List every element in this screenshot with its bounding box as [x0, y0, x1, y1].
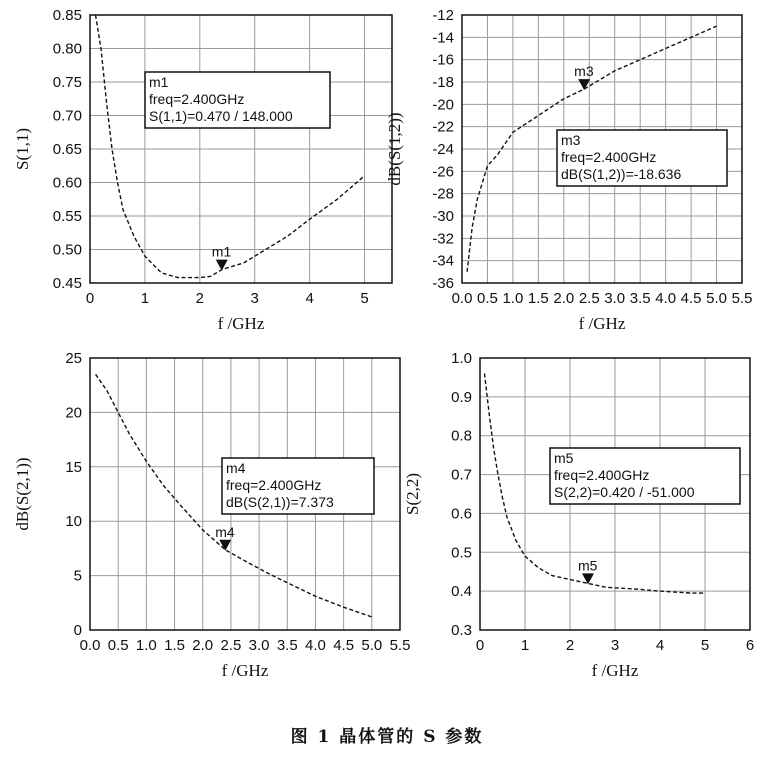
y-axis-label: dB(S(1,2))	[385, 112, 404, 186]
y-axis-label: S(1,1)	[13, 127, 32, 171]
x-tick-label: 1.5	[164, 637, 185, 654]
marker-label: m3	[574, 63, 594, 80]
marker-label: m5	[578, 557, 598, 574]
y-tick-label: -22	[432, 118, 454, 136]
x-tick-label: 1	[520, 637, 530, 654]
series-line	[96, 15, 365, 278]
marker-label: m4	[215, 523, 235, 540]
x-tick-label: 1	[140, 290, 150, 307]
x-axis-label: f /GHz	[578, 314, 626, 333]
y-tick-label: -16	[432, 51, 454, 69]
marker-annotation-line: freq=2.400GHz	[554, 467, 650, 483]
marker-annotation-line: m4	[226, 460, 246, 476]
y-tick-label: -32	[432, 230, 454, 248]
y-tick-label: -12	[432, 7, 454, 24]
x-tick-label: 2.0	[192, 637, 214, 654]
x-axis-label: f /GHz	[591, 661, 639, 680]
x-tick-label: 3	[250, 290, 259, 307]
x-tick-label: 0.0	[451, 290, 473, 307]
y-tick-label: 20	[65, 404, 82, 422]
y-tick-label: 0.6	[451, 505, 472, 523]
y-tick-label: 0.8	[451, 427, 472, 445]
y-tick-label: 10	[65, 513, 82, 531]
marker-annotation-line: m3	[561, 132, 581, 148]
y-tick-label: 0.55	[52, 208, 82, 225]
x-tick-label: 4.0	[305, 637, 326, 654]
y-tick-label: 0	[73, 622, 82, 639]
y-axis-label: dB(S(2,1))	[13, 457, 32, 531]
x-axis-label: f /GHz	[221, 661, 269, 680]
marker-annotation-line: freq=2.400GHz	[226, 477, 322, 493]
x-tick-label: 3	[610, 637, 620, 654]
y-tick-label: 0.3	[451, 622, 472, 639]
marker-annotation-line: dB(S(1,2))=-18.636	[561, 166, 682, 182]
y-tick-label: 0.9	[451, 388, 472, 406]
y-tick-label: 0.5	[451, 544, 472, 562]
y-tick-label: -36	[432, 275, 454, 292]
y-tick-label: 0.45	[52, 275, 82, 292]
x-tick-label: 4	[305, 290, 314, 307]
x-tick-label: 3.0	[248, 637, 270, 654]
x-tick-label: 4.5	[333, 637, 355, 654]
y-tick-label: -14	[432, 29, 454, 47]
y-tick-label: 15	[65, 458, 82, 476]
x-tick-label: 3.5	[629, 290, 651, 307]
chart-panel-3	[13, 350, 410, 680]
x-tick-label: 5.5	[389, 637, 411, 654]
y-tick-label: 0.85	[52, 7, 82, 24]
x-tick-label: 2	[195, 290, 204, 307]
marker-annotation-line: dB(S(2,1))=7.373	[226, 494, 334, 510]
y-tick-label: 0.4	[451, 583, 472, 601]
marker-annotation-line: freq=2.400GHz	[561, 149, 657, 165]
figure-caption: 图 1 晶体管的 S 参数	[290, 727, 484, 747]
x-tick-label: 5	[700, 637, 710, 654]
y-tick-label: 0.7	[451, 466, 472, 484]
marker-annotation-line: m5	[554, 450, 574, 466]
y-tick-label: 1.0	[451, 350, 472, 367]
x-tick-label: 5.5	[731, 290, 753, 307]
chart-panel-2	[385, 7, 752, 333]
x-tick-label: 2	[565, 637, 575, 654]
marker-annotation-line: S(2,2)=0.420 / -51.000	[554, 484, 695, 500]
x-tick-label: 0.5	[477, 290, 498, 307]
x-tick-label: 2.5	[220, 637, 242, 654]
y-tick-label: 0.65	[52, 141, 82, 158]
x-tick-label: 0.5	[107, 637, 129, 654]
y-tick-label: 25	[65, 350, 82, 367]
marker-triangle	[578, 79, 590, 90]
x-tick-label: 4	[655, 637, 665, 654]
y-tick-label: -24	[432, 141, 454, 158]
marker-triangle	[219, 540, 231, 551]
x-tick-label: 1.5	[527, 290, 549, 307]
x-tick-label: 0.0	[79, 637, 101, 654]
x-tick-label: 5.0	[706, 290, 727, 307]
x-tick-label: 4.5	[680, 290, 702, 307]
y-tick-label: -34	[432, 252, 454, 270]
y-tick-label: 5	[73, 567, 82, 585]
x-tick-label: 3.0	[604, 290, 626, 307]
y-axis-label: S(2,2)	[403, 472, 422, 516]
y-tick-label: 0.60	[52, 174, 82, 192]
marker-annotation-line: freq=2.400GHz	[149, 91, 245, 107]
x-tick-label: 2.5	[578, 290, 600, 307]
x-tick-label: 4.0	[655, 290, 677, 307]
y-tick-label: 0.80	[52, 40, 82, 58]
marker-annotation-line: S(1,1)=0.470 / 148.000	[149, 108, 293, 124]
marker-annotation-line: m1	[149, 74, 169, 90]
chart-panel-4	[403, 350, 754, 680]
x-tick-label: 1.0	[502, 290, 524, 307]
y-tick-label: -30	[432, 208, 454, 225]
marker-label: m1	[211, 243, 232, 260]
y-tick-label: -26	[432, 163, 454, 181]
y-tick-label: 0.70	[52, 107, 82, 125]
y-tick-label: -28	[432, 185, 454, 203]
x-tick-label: 6	[745, 637, 755, 654]
y-tick-label: -20	[432, 96, 454, 114]
x-tick-label: 5	[360, 290, 369, 307]
x-tick-label: 3.5	[276, 637, 298, 654]
x-tick-label: 5.0	[361, 637, 383, 654]
y-tick-label: 0.75	[52, 74, 82, 91]
x-tick-label: 1.0	[135, 637, 157, 654]
x-axis-label: f /GHz	[217, 314, 265, 333]
y-tick-label: -18	[432, 74, 454, 91]
x-tick-label: 2.0	[553, 290, 575, 307]
y-tick-label: 0.50	[52, 241, 82, 259]
x-tick-label: 0	[85, 290, 95, 307]
chart-panel-1	[13, 7, 392, 333]
x-tick-label: 0	[475, 637, 485, 654]
